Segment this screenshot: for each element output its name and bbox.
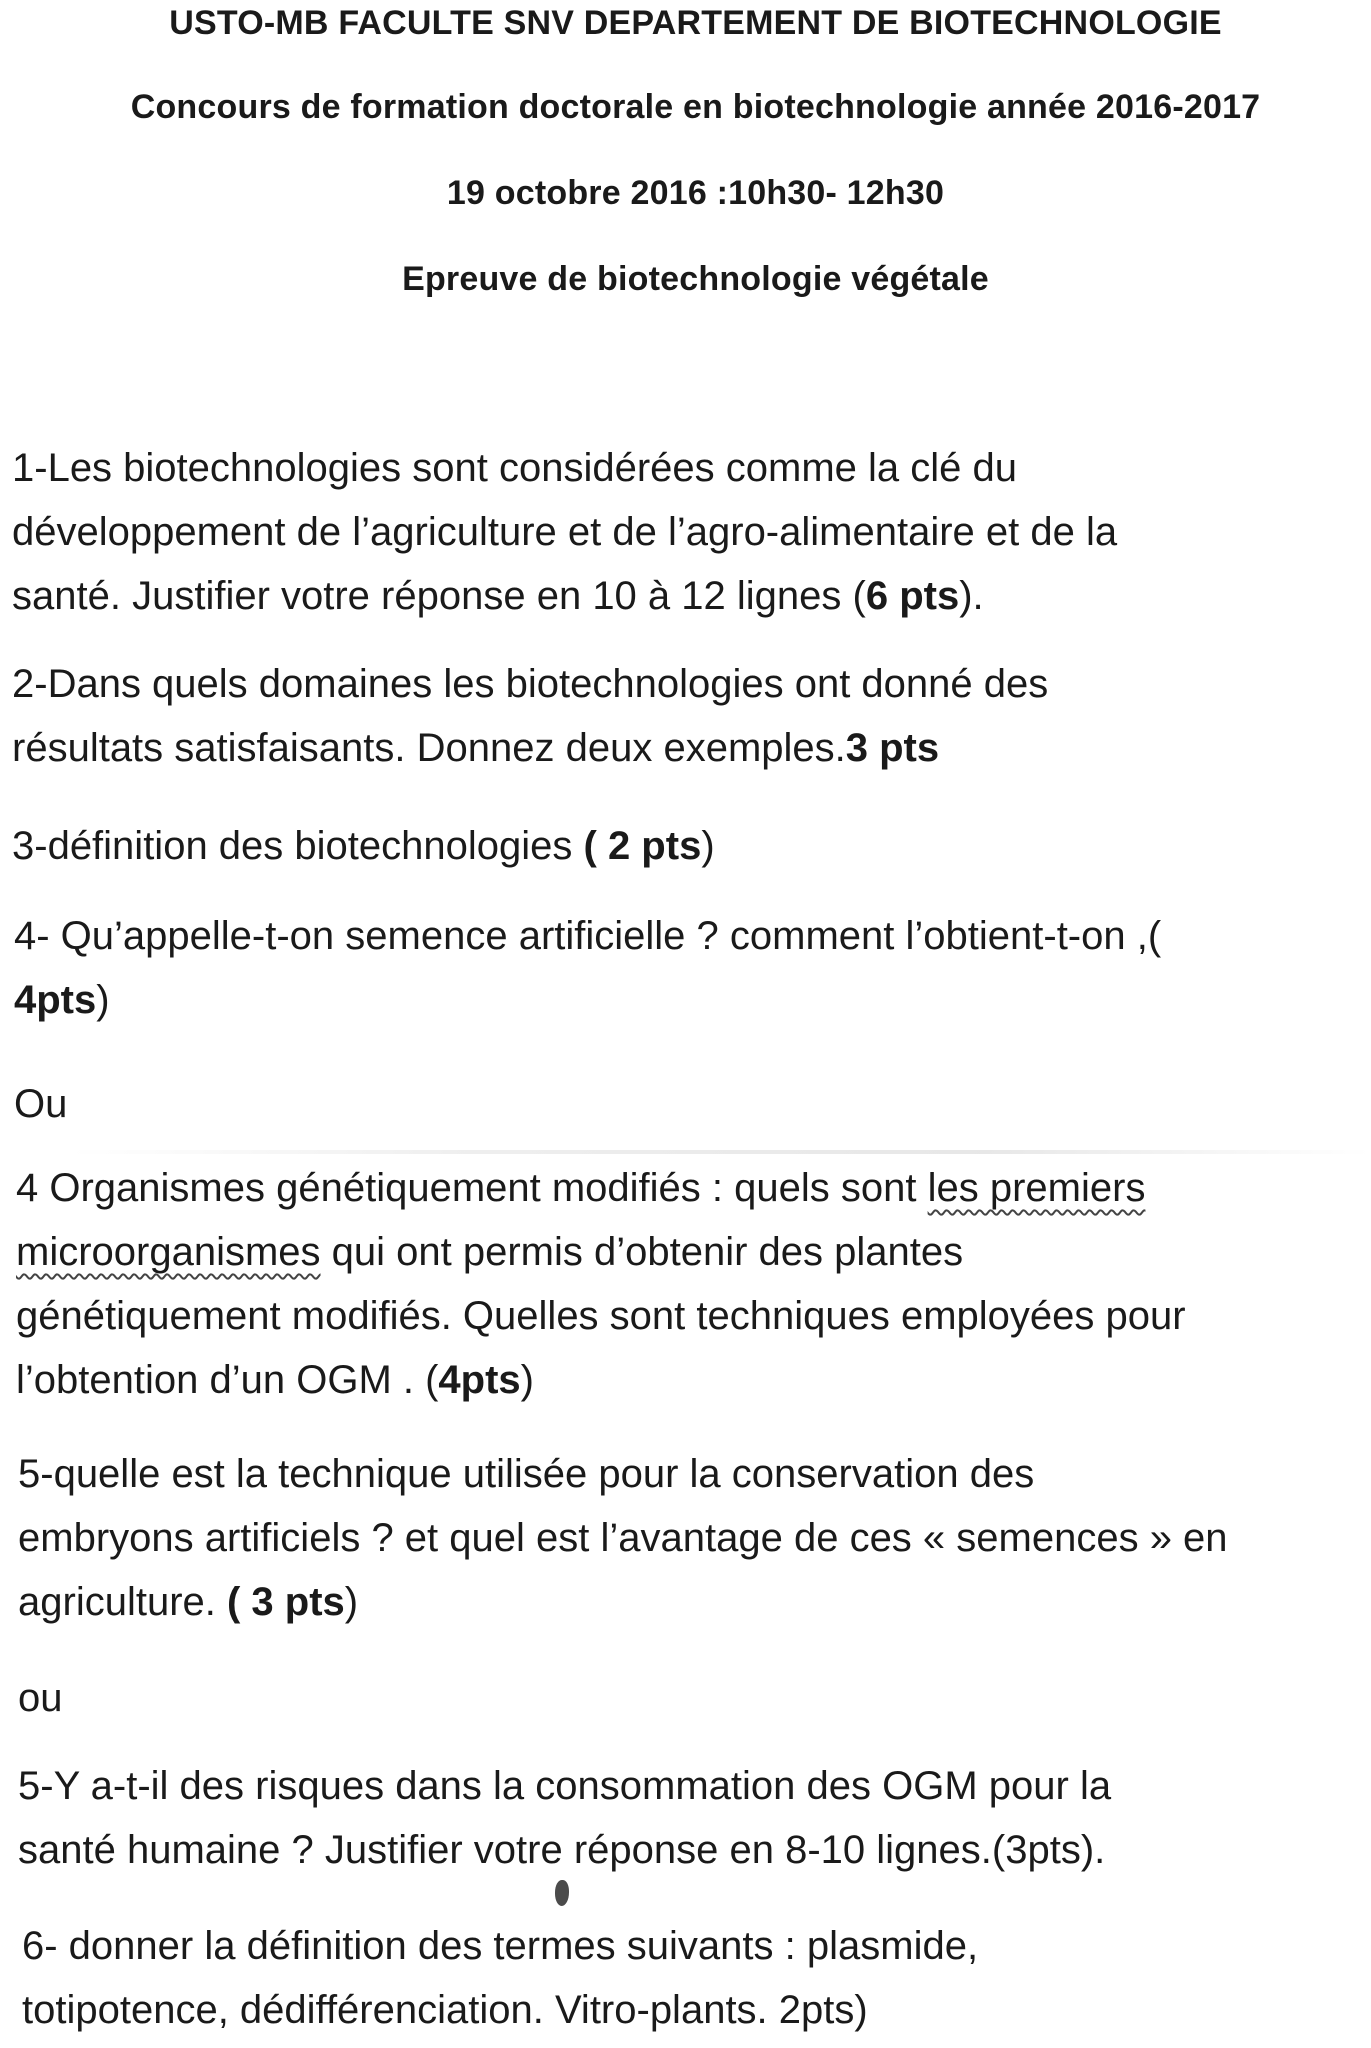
question-5a-line-1: 5-quelle est la technique utilisée pour la conservation des <box>18 1452 1035 1496</box>
question-5a-end: ) <box>344 1580 359 1624</box>
ink-blot-mark <box>555 1880 569 1906</box>
question-4b-line-2-text: qui ont permis d’obtenir des plantes <box>320 1230 964 1274</box>
question-6-line-1: 6- donner la définition des termes suivants : plasmide, <box>22 1924 979 1968</box>
question-5a-points: ( 3 pts <box>226 1580 345 1624</box>
question-2-line-2-text: résultats satisfaisants. Donnez deux exemples. <box>12 726 846 770</box>
question-4b-points: 4pts <box>438 1358 521 1402</box>
question-4a <box>14 904 1359 1032</box>
question-2-points: 3 pts <box>845 726 940 770</box>
header-date-time: 19 octobre 2016 :10h30- 12h30 <box>446 174 945 212</box>
question-2-line-2 <box>12 716 1357 780</box>
question-4a-end: ) <box>96 978 110 1022</box>
question-5a-line-3-text: agriculture. <box>18 1580 227 1624</box>
question-3-points: ( 2 pts <box>583 824 702 868</box>
question-3-end: ) <box>701 824 715 868</box>
question-4b-line-1-text: 4 Organismes génétiquement modifiés : quels sont <box>16 1166 928 1210</box>
header-exam-title: Epreuve de biotechnologie végétale <box>402 260 989 298</box>
scan-streak <box>70 1150 1370 1154</box>
question-1-points: 6 pts <box>865 574 960 618</box>
question-4a-line-2 <box>14 968 1359 1032</box>
question-4b-line-2 <box>16 1220 1361 1284</box>
question-1-line-3-text: santé. Justifier votre réponse en 10 à 12 lignes ( <box>12 574 866 618</box>
question-4b-line-1 <box>16 1156 1361 1220</box>
question-4a-line-1: 4- Qu’appelle-t-on semence artificielle ? comment l’obtient-t-on ,( <box>14 914 1162 958</box>
question-5a-line-2: embryons artificiels ? et quel est l’avantage de ces « semences » en <box>18 1516 1228 1560</box>
alternative-separator-2: ou <box>18 1676 63 1720</box>
question-6 <box>22 1914 1367 2042</box>
question-4b <box>16 1156 1361 1412</box>
question-1 <box>12 436 1357 628</box>
question-3-line-1 <box>12 814 1357 878</box>
question-3 <box>12 814 1357 878</box>
question-1-line-3 <box>12 564 1357 628</box>
question-4b-line-4 <box>16 1348 1361 1412</box>
question-4b-line-3: génétiquement modifiés. Quelles sont techniques employées pour <box>16 1294 1186 1338</box>
question-5b-line-2: santé humaine ? Justifier votre réponse en 8-10 lignes.(3pts). <box>18 1828 1106 1872</box>
question-2 <box>12 652 1357 780</box>
question-5b <box>18 1754 1363 1882</box>
question-4b-underlined-text-2: microorganismes <box>16 1230 321 1274</box>
question-1-line-1: 1-Les biotechnologies sont considérées comme la clé du <box>12 446 1018 490</box>
header-contest: Concours de formation doctorale en biotechnologie année 2016-2017 <box>130 88 1261 126</box>
question-3-text: 3-définition des biotechnologies <box>12 824 584 868</box>
alternative-separator-1: Ou <box>14 1082 68 1126</box>
question-4b-line-4-text: l’obtention d’un OGM . ( <box>16 1358 439 1402</box>
header-institution: USTO-MB FACULTE SNV DEPARTEMENT DE BIOTECHNOLOGIE <box>169 4 1222 42</box>
question-5a <box>18 1442 1363 1634</box>
question-1-line-3-end: ). <box>959 574 984 618</box>
question-2-line-1: 2-Dans quels domaines les biotechnologies ont donné des <box>12 662 1049 706</box>
question-5b-line-1: 5-Y a-t-il des risques dans la consommation des OGM pour la <box>18 1764 1112 1808</box>
question-6-line-2: totipotence, dédifférenciation. Vitro-plants. 2pts) <box>22 1988 868 2032</box>
question-4b-end: ) <box>520 1358 534 1402</box>
question-1-line-2: développement de l’agriculture et de l’agro-alimentaire et de la <box>12 510 1118 554</box>
question-4a-points: 4pts <box>14 978 97 1022</box>
question-5a-line-3 <box>18 1570 1363 1634</box>
question-4b-underlined-text-1: les premiers <box>927 1166 1146 1210</box>
